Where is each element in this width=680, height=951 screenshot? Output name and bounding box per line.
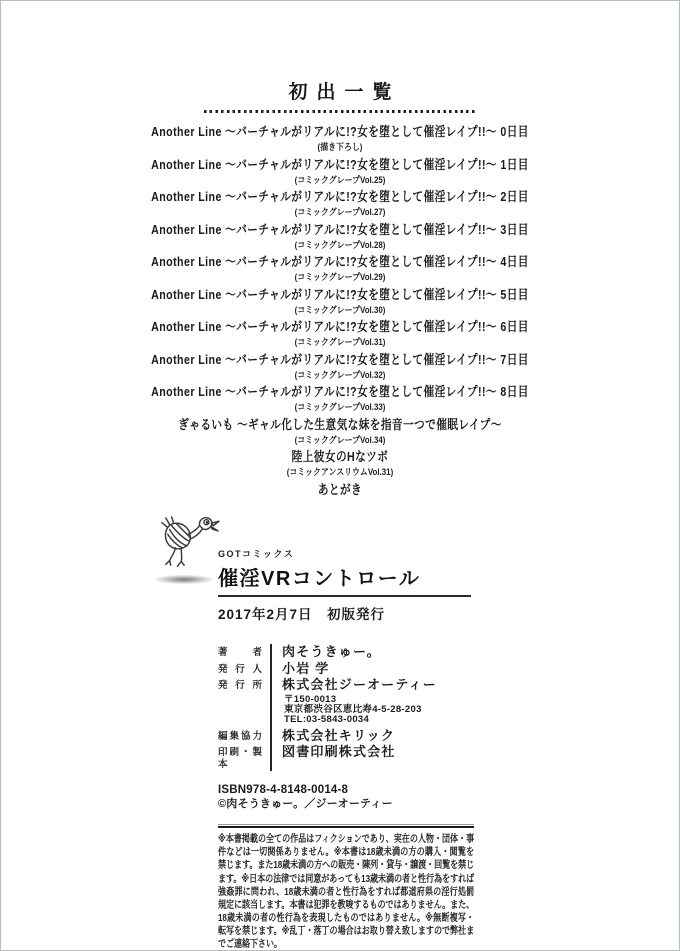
credit-row [218,728,471,745]
toc-entry-title: Another Line ～バーチャルがリアルに!?女を堕として催淫レイプ!!～ 4日目 [151,254,529,269]
toc-entry-source: (コミックグレープVol.32) [294,369,386,380]
toc-entry [1,319,679,348]
credit-value: 小岩 学 [282,660,330,676]
credit-value: 株式会社ジーオーティー [282,677,437,692]
dotted-divider [204,110,476,113]
credit-value: 図書印刷株式会社 [282,744,396,760]
credit-row [218,661,471,678]
toc-entry-title: あとがき [317,481,363,497]
toc-entry-title: Another Line ～バーチャルがリアルに!?女を堕として催淫レイプ!!～ 8日目 [151,384,529,399]
toc-entry [1,124,679,153]
toc-entry-title: Another Line ～バーチャルがリアルに!?女を堕として催淫レイプ!!～ 5日目 [151,286,529,302]
credit-label: 発行所 [218,680,262,691]
toc-entry-source: (コミックグレープVol.34) [294,434,386,445]
toc-entry-source: (コミックグレープVol.27) [294,207,386,217]
credit-label: 著者 [218,647,262,658]
credit-cell [270,744,471,771]
isbn: ISBN978-4-8148-0014-8 [218,784,349,797]
credit-cell [270,644,471,661]
credit-value: 株式会社キリック [282,727,396,743]
toc-entry [1,417,679,446]
credit-details [282,694,471,728]
toc-entry-source: (コミックグレープVol.31) [294,337,386,347]
copyright-line: ©肉そうきゅー。／ジーオーティー [218,798,393,811]
toc-entry [1,254,679,283]
credit-value: 肉そうきゅー。 [282,644,381,659]
credits-table [218,644,471,771]
credit-row [218,677,471,728]
credit-label: 発行人 [218,663,262,675]
logo-shadow [155,575,213,584]
toc-entry-source: (描き下ろし) [317,142,363,152]
toc-entry [1,287,679,316]
toc-entry [1,352,679,381]
credit-cell [270,728,471,745]
toc-entry [1,384,679,413]
edition-date: 2017年2月7日 初版発行 [218,607,386,622]
credit-cell [270,661,471,678]
page-title: 初出一覧 [288,82,401,103]
toc-entry-title: Another Line ～バーチャルがリアルに!?女を堕として催淫レイプ!!～ 2日目 [151,189,529,204]
toc-entry [1,157,679,186]
toc-entry-title: Another Line ～バーチャルがリアルに!?女を堕として催淫レイプ!!～ 0日目 [151,124,529,139]
credit-cell [270,677,471,728]
toc-entry-title: Another Line ～バーチャルがリアルに!?女を堕として催淫レイプ!!～ 3日目 [151,221,529,237]
toc-entry [1,189,679,218]
credit-row [218,744,471,771]
imprint-label: GOTコミックス [218,549,295,559]
toc-entry-source: (コミックグレープVol.25) [294,174,386,185]
toc-entry-title: Another Line ～バーチャルがリアルに!?女を堕として催淫レイプ!!～ 1日目 [151,156,529,172]
credit-detail-line: TEL:03-5843-0034 [284,714,370,726]
toc-entry-title: ぎゃるいも ～ギャル化した生意気な妹を指音一つで催眠レイプ～ [178,416,502,432]
credit-label: 印刷・製本 [218,747,262,771]
toc-entry-source: (コミックグレープVol.29) [294,272,386,282]
credit-detail-line: 東京都渋谷区恵比寿4-5-28-203 [284,703,422,715]
publisher-logo [157,514,221,588]
toc-entry [1,222,679,251]
toc-entry-source: (コミックアンスリウムVol.31) [286,467,394,477]
toc-entry-title: 陸上彼女のHなツボ [291,449,389,464]
credit-row [218,644,471,661]
credit-label: 編集協力 [218,730,262,742]
colophon-section [1,514,679,951]
toc-entry-source: (コミックグレープVol.30) [294,304,386,315]
disclaimer-section [218,824,474,951]
toc-entry-source: (コミックグレープVol.28) [294,239,386,250]
toc-entry-title: Another Line ～バーチャルがリアルに!?女を堕として催淫レイプ!!～ 6日目 [151,319,529,334]
disclaimer-text: ※本書掲載の全ての作品はフィクションであり、実在の人物・団体・事件などは一切関係ありません。※本書は18歳未満の方の購入・閲覧を禁じます。また18歳未満の方への販売・陳列・貸与・譲渡・回覧を禁じます。※日本の法律では同意があっても13歳未満の者と性行為をすれば強姦罪に問われ、18歳未満の者と性行為をすれば都道府県の淫行処罰規定に該当します。本書は犯罪を教唆するものではありません。また、18歳未満の者の性行為を表現したものではありません。※無断複写・転写を禁じます。※乱丁・落丁の場合はお取り替え致しますので弊社までご連絡下さい。 [218,834,475,950]
toc-entry [1,482,679,498]
toc-entry-source: (コミックグレープVol.33) [294,402,386,412]
book-title: 催淫VRコントロール [218,562,471,597]
toc-list [1,124,679,498]
ostrich-logo-icon [157,514,221,574]
credit-detail-line: 〒150-0013 [284,693,337,705]
toc-section [1,77,679,501]
toc-entry [1,449,679,478]
toc-entry-title: Another Line ～バーチャルがリアルに!?女を堕として催淫レイプ!!～ 7日目 [151,351,529,367]
